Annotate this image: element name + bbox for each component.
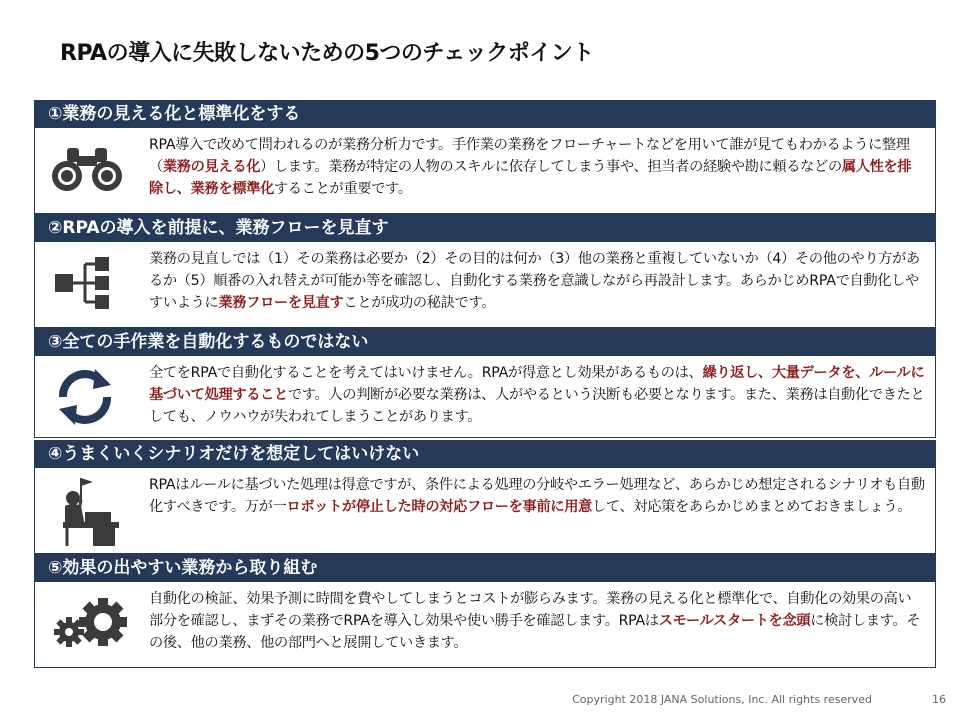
page-title: RPAの導入に失敗しないための5つのチェックポイント xyxy=(60,41,594,66)
checkpoint-1-header: ①業務の見える化と標準化をする xyxy=(34,100,936,128)
binoculars-icon xyxy=(49,144,125,198)
checkpoint-5-header: ⑤効果の出やすい業務から取り組む xyxy=(34,554,936,582)
checkpoint-5 xyxy=(34,554,936,668)
page-number: 16 xyxy=(932,693,946,706)
checkpoint-2-text: 業務の見直しでは（1）その業務は必要か（2）その目的は何か（3）他の業務と重複していないか（4）その他のやり方があるか（5）順番の入れ替えが可能か等を確認し、自動化する業務を意識しながら再設計します。あらかじめRPAで自動化しやすいように業務フローを見直すことが成功の秘訣です。 xyxy=(149,251,920,311)
copyright-footer: Copyright 2018 JANA Solutions, Inc. All rights reserved xyxy=(572,693,872,706)
gears-icon xyxy=(49,594,129,658)
refresh-icon xyxy=(53,367,117,431)
checkpoint-4 xyxy=(34,440,936,554)
checkpoint-4-text: RPAはルールに基づいた処理は得意ですが、条件による処理の分岐やエラー処理など、あらかじめ想定されるシナリオも自動化すべきです。万が一ロボットが停止した時の対応フローを事前に用意して、対応策をあらかじめまとめておきましょう。 xyxy=(149,477,925,515)
checkpoint-4-body xyxy=(34,468,936,554)
checkpoint-4-header: ④うまくいくシナリオだけを想定してはいけない xyxy=(34,440,936,468)
checkpoint-5-text: 自動化の検証、効果予測に時間を費やしてしまうとコストが膨らみます。業務の見える化と標準化で、自動化の効果の高い部分を確認し、まずその業務でRPAを導入し効果や使い勝手を確認します。RPAはスモールスタートを念頭に検討します。その後、他の業務、他の部門へと展開していきます。 xyxy=(149,591,921,651)
checkpoint-3-body xyxy=(34,356,936,438)
checkpoint-3-text: 全てをRPAで自動化することを考えてはいけません。RPAが得意とし効果があるものは、繰り返し、大量データを、ルールに基づいて処理することです。人の判断が必要な業務は、人がやるという決断も必要となります。また、業務は自動化できたとしても、ノウハウが失われてしまうことがあります。 xyxy=(149,365,925,425)
checkpoint-1-text: RPA導入で改めて問われるのが業務分析力です。手作業の業務をフローチャートなどを用いて誰が見てもわかるように整理（業務の見える化）します。業務が特定の人物のスキルに依存してしまう事や、担当者の経験や勘に頼るなどの属人性を排除し、業務を標準化することが重要です。 xyxy=(149,137,912,197)
checkpoint-2-header: ②RPAの導入を前提に、業務フローを見直す xyxy=(34,214,936,242)
checkpoint-2-body xyxy=(34,242,936,328)
checkpoint-1-body xyxy=(34,128,936,214)
flow-chart-icon xyxy=(49,256,125,316)
checkpoint-3 xyxy=(34,328,936,438)
checkpoint-5-body xyxy=(34,582,936,668)
person-at-desk-icon xyxy=(59,474,123,554)
checkpoint-1 xyxy=(34,100,936,214)
checkpoint-2 xyxy=(34,214,936,328)
checkpoint-3-header: ③全ての手作業を自動化するものではない xyxy=(34,328,936,356)
